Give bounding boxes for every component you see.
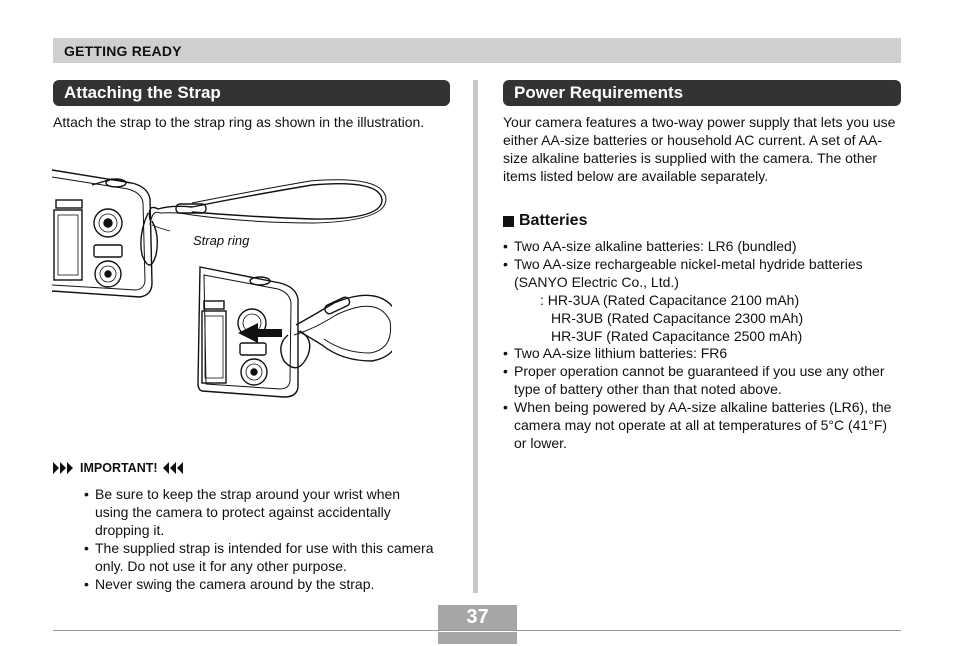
list-item: • Be sure to keep the strap around your wrist when using the camera to protect against accidentally dropping it. xyxy=(84,485,434,539)
attaching-strap-title: Attaching the Strap xyxy=(64,83,221,102)
strap-intro-text: Attach the strap to the strap ring as shown in the illustration. xyxy=(53,114,425,130)
list-item: • Two AA-size lithium batteries: FR6 xyxy=(503,344,901,362)
square-bullet-icon xyxy=(503,216,514,227)
section-header-bar xyxy=(53,38,901,63)
list-item: • Two AA-size rechargeable nickel-metal hydride batteries (SANYO Electric Co., Ltd.) xyxy=(503,255,901,291)
list-item: • When being powered by AA-size alkaline batteries (LR6), the camera may not operate at all at temperatures of 5°C (41°F) or lower. xyxy=(503,398,901,452)
list-item: • Never swing the camera around by the strap. xyxy=(84,575,434,593)
nimh-model-1: : HR-3UA (Rated Capacitance 2100 mAh) xyxy=(540,292,800,308)
important-list xyxy=(84,485,434,593)
attaching-strap-title-bar xyxy=(53,80,450,106)
important-right-icon xyxy=(163,462,185,474)
insert-arrow-icon xyxy=(238,323,282,343)
section-header-label: GETTING READY xyxy=(64,43,182,59)
important-left-icon xyxy=(53,462,75,474)
list-item: • Proper operation cannot be guaranteed if you use any other type of battery other than that noted above. xyxy=(503,362,901,398)
strap-ring-label: Strap ring xyxy=(193,233,250,248)
power-requirements-title: Power Requirements xyxy=(514,83,684,102)
batteries-heading xyxy=(503,212,587,230)
power-requirements-title-bar xyxy=(503,80,901,106)
list-item: • The supplied strap is intended for use with this camera only. Do not use it for any other purpose. xyxy=(84,539,434,575)
strap-illustration xyxy=(52,165,392,405)
nimh-model-2: HR-3UB (Rated Capacitance 2300 mAh) xyxy=(551,310,804,326)
important-label: IMPORTANT! xyxy=(80,461,158,475)
important-note-heading xyxy=(53,461,185,475)
batteries-list-a xyxy=(503,237,901,291)
nimh-model-3: HR-3UF (Rated Capacitance 2500 mAh) xyxy=(551,328,803,344)
batteries-heading-label: Batteries xyxy=(519,212,588,229)
batteries-list-b xyxy=(503,344,901,452)
page-number: 37 xyxy=(466,606,489,628)
column-divider xyxy=(473,80,478,593)
list-item: • Two AA-size alkaline batteries: LR6 (bundled) xyxy=(503,237,901,255)
power-intro-text: Your camera features a two-way power supply that lets you use either AA-size batteries or household AC current. A set of AA-size alkaline batteries is supplied with the camera. The other items listed below are available separately. xyxy=(503,114,896,184)
camera-illustration-1 xyxy=(52,170,152,297)
page-number-badge xyxy=(438,605,517,644)
strap-loop-1 xyxy=(141,180,386,265)
